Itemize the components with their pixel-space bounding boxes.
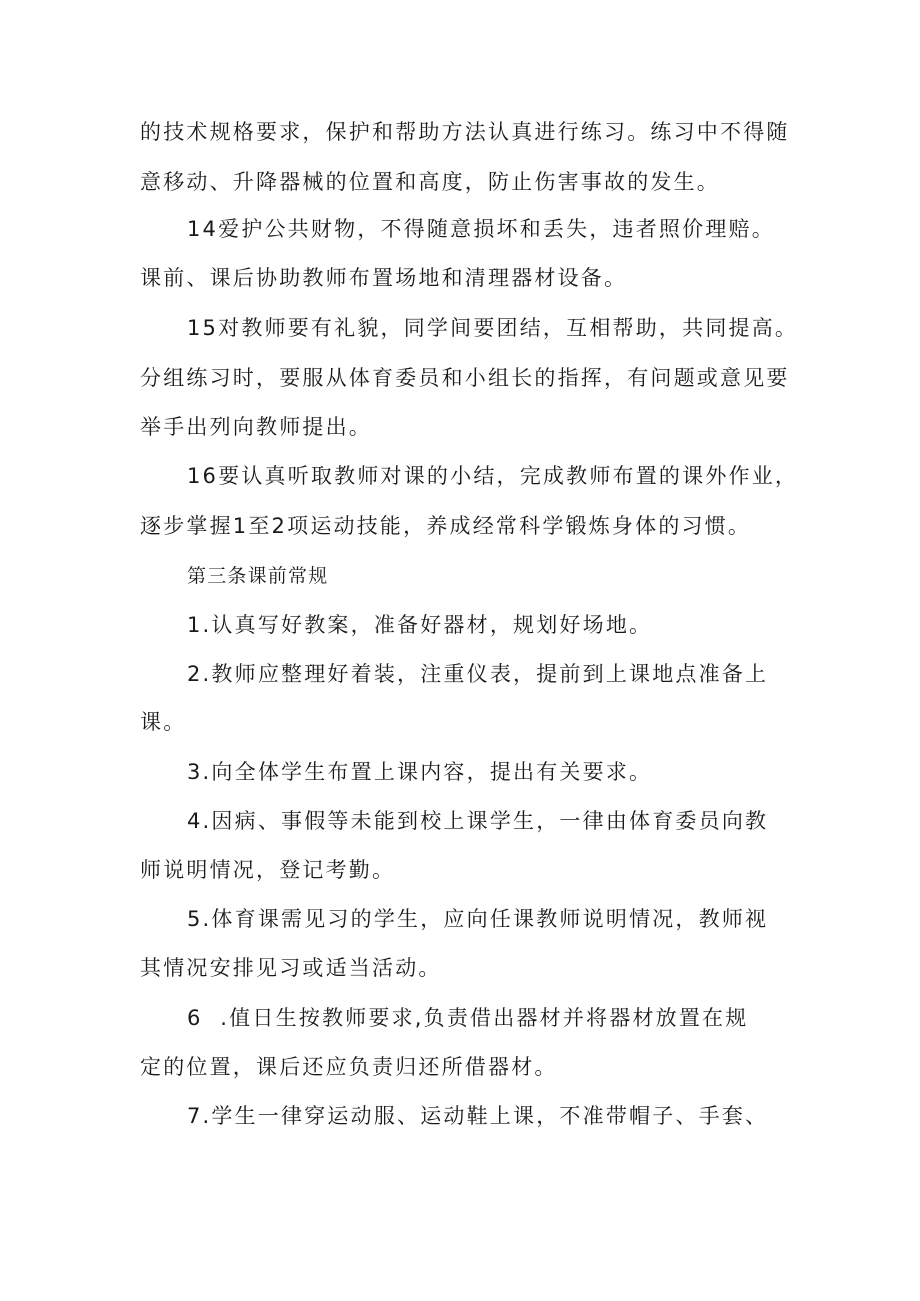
text-line: 14爱护公共财物，不得随意损坏和丢失，违者照价理赔。 (187, 217, 775, 241)
text-line: 意移动、升降器械的位置和高度，防止伤害事故的发生。 (140, 170, 720, 194)
text-line: 其情况安排见习或适当活动。 (140, 956, 442, 980)
list-item: 5.体育课需见习的学生，应向任课教师说明情况，教师视 (187, 907, 769, 931)
text-line: 的技术规格要求，保护和帮助方法认真进行练习。练习中不得随 (140, 120, 790, 144)
text-line: 15对教师要有礼貌，同学间要团结，互相帮助，共同提高。 (187, 316, 799, 340)
text-line: 课。 (140, 710, 187, 734)
section-heading: 第三条课前常规 (187, 565, 329, 587)
text-line: 定的位置，课后还应负责归还所借器材。 (140, 1055, 558, 1079)
text-line: 分组练习时，要服从体育委员和小组长的指挥，有问题或意见要 (140, 366, 790, 390)
text-line: 课前、课后协助教师布置场地和清理器材设备。 (140, 266, 628, 290)
list-item: 7.学生一律穿运动服、运动鞋上课，不准带帽子、手套、 (187, 1104, 769, 1128)
list-item: 1.认真写好教案，准备好器材，规划好场地。 (187, 613, 653, 637)
text-line: 逐步掌握1至2项运动技能，养成经常科学锻炼身体的习惯。 (140, 514, 752, 538)
text-line: 举手出列向教师提出。 (140, 415, 372, 439)
list-item: 6 .值日生按教师要求,负责借出器材并将器材放置在规 (187, 1006, 749, 1030)
text-line: 师说明情况，登记考勤。 (140, 858, 396, 882)
list-item: 4.因病、事假等未能到校上课学生，一律由体育委员向教 (187, 809, 769, 833)
list-item: 3.向全体学生布置上课内容，提出有关要求。 (187, 760, 653, 784)
list-item: 2.教师应整理好着装，注重仪表，提前到上课地点准备上 (187, 662, 769, 686)
text-line: 16要认真听取教师对课的小结，完成教师布置的课外作业， (187, 464, 799, 488)
